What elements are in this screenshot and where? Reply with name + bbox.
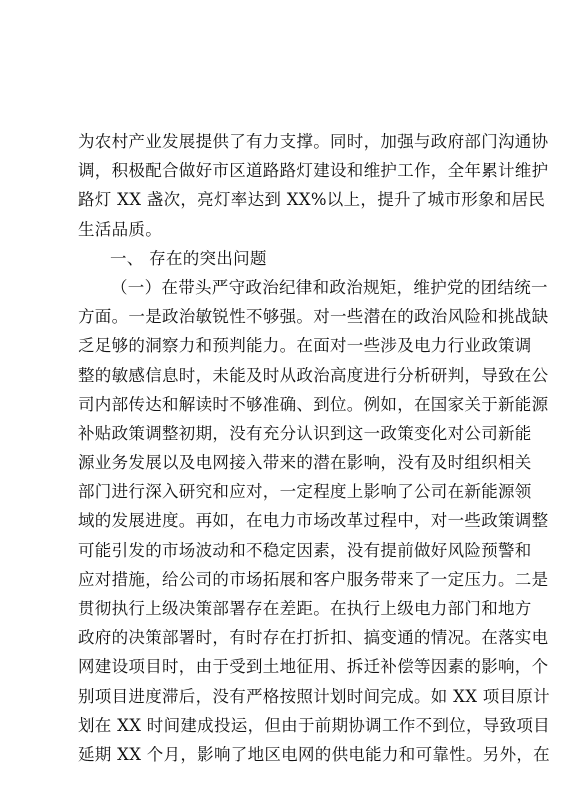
text-line: 乏足够的洞察力和预判能力。在面对一些涉及电力行业政策调 [78, 336, 532, 356]
text-line: 调，积极配合做好市区道路路灯建设和维护工作，全年累计维护 [78, 161, 549, 181]
text-line: 方面。一是政治敏锐性不够强。对一些潜在的政治风险和挑战缺 [78, 307, 549, 327]
text-line: 部门进行深入研究和应对，一定程度上影响了公司在新能源领 [78, 482, 532, 502]
text-line: 别项目进度滞后，没有严格按照计划时间完成。如 XX 项目原计 [78, 686, 550, 706]
text-line: 网建设项目时，由于受到土地征用、拆迁补偿等因素的影响，个 [78, 657, 549, 677]
text-line: 贯彻执行上级决策部署存在差距。在执行上级电力部门和地方 [78, 599, 532, 618]
text-line: 政府的决策部署时，有时存在打折扣、搞变通的情况。在落实电 [78, 628, 549, 648]
text-line: 为农村产业发展提供了有力支撑。同时，加强与政府部门沟通协 [78, 132, 549, 151]
text-line: 整的敏感信息时，未能及时从政治高度进行分析研判，导致在公 [78, 365, 549, 385]
document-body [78, 127, 550, 769]
text-line: 路灯 XX 盏次，亮灯率达到 XX%以上，提升了城市形象和居民 [78, 190, 546, 210]
text-line: 源业务发展以及电网接入带来的潜在影响，没有及时组织相关 [78, 453, 532, 473]
text-line: 域的发展进度。再如，在电力市场改革过程中，对一些政策调整 [78, 511, 549, 531]
text-line: 补贴政策调整初期，没有充分认识到这一政策变化对公司新能 [78, 423, 532, 443]
text-line: 划在 XX 时间建成投运，但由于前期协调工作不到位，导致项目 [78, 715, 550, 735]
text-line: 生活品质。 [78, 219, 162, 239]
text-line: 延期 XX 个月，影响了地区电网的供电能力和可靠性。另外，在 [78, 744, 550, 764]
section-heading: 一、 存在的突出问题 [110, 248, 267, 268]
subsection-heading-line: （一）在带头严守政治纪律和政治规矩，维护党的团结统一 [111, 277, 548, 297]
text-line: 应对措施，给公司的市场拓展和客户服务带来了一定压力。二是 [78, 569, 549, 589]
text-line: 可能引发的市场波动和不稳定因素，没有提前做好风险预警和 [78, 540, 532, 560]
text-line: 司内部传达和解读时不够准确、到位。例如，在国家关于新能源 [78, 394, 549, 414]
